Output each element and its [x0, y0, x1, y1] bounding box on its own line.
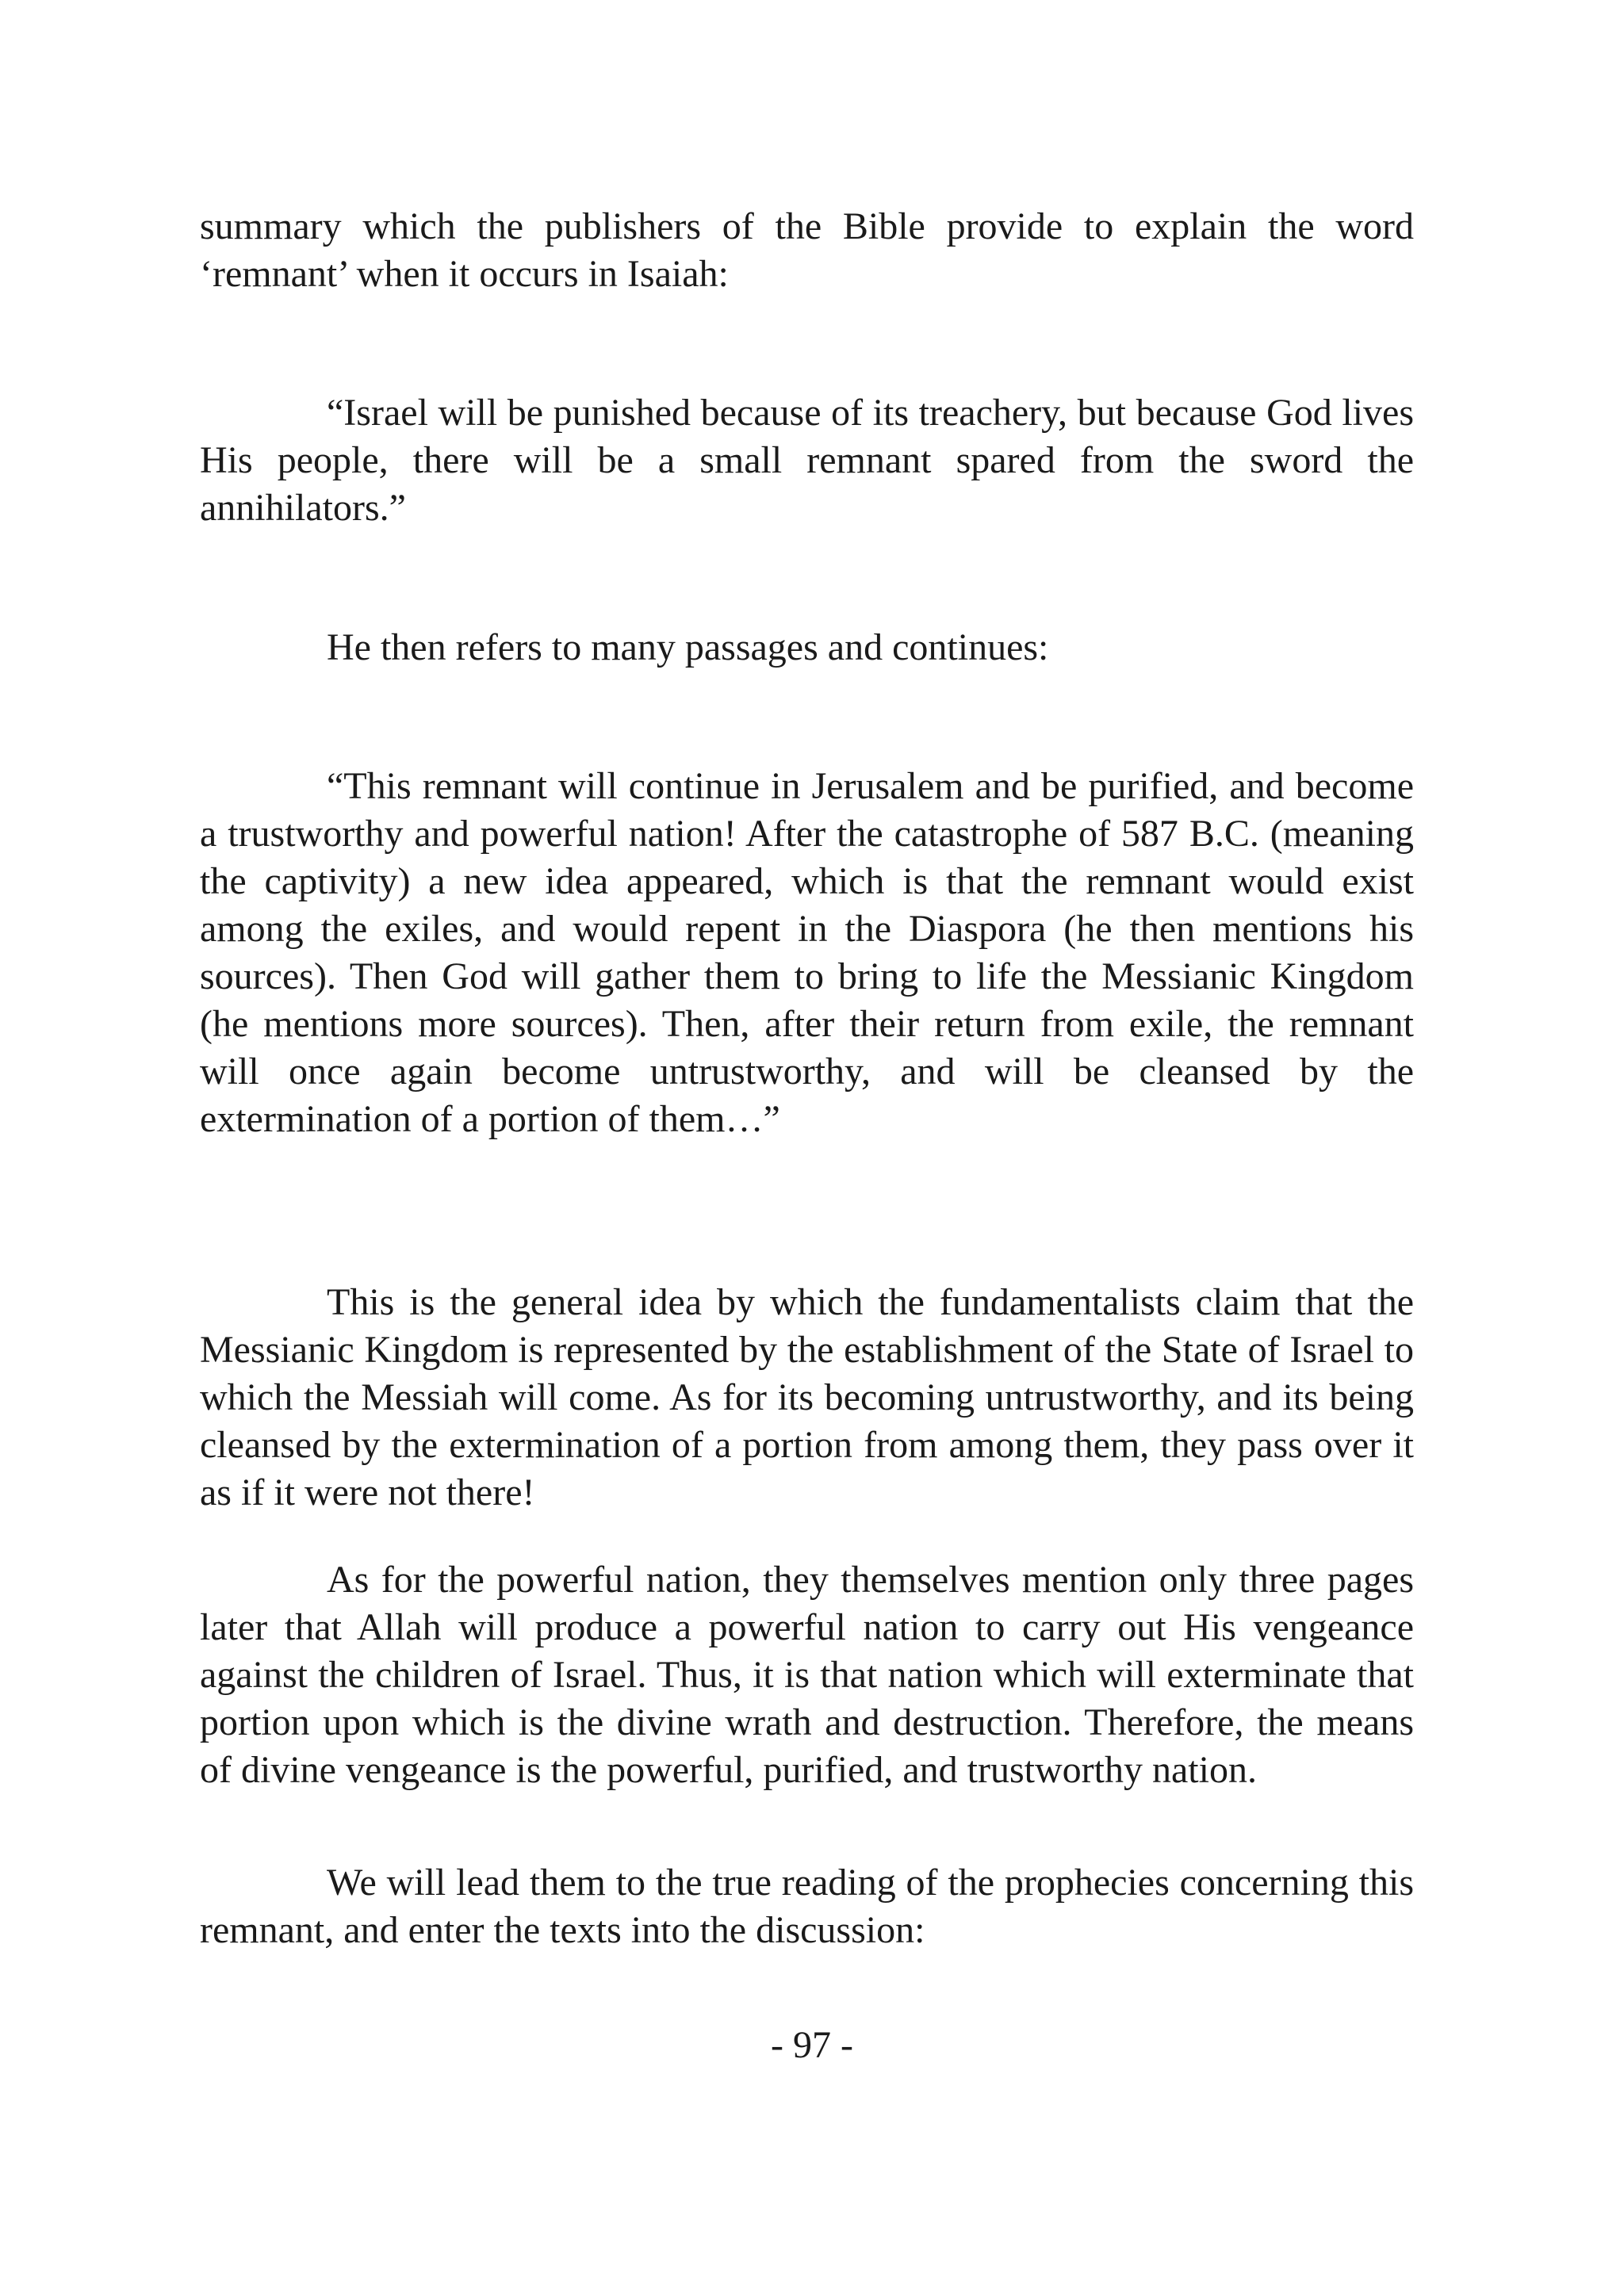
paragraph-text: We will lead them to the true reading of the prophecies concerning this remnant, and enter the texts into the discussion: [200, 1862, 1414, 1951]
quote-remnant [200, 763, 1414, 1143]
paragraph-text: He then refers to many passages and continues: [327, 626, 1049, 668]
paragraph-conclusion [200, 1859, 1414, 1954]
quote-text: “This remnant will continue in Jerusalem and be purified, and become a trustworthy and powerful nation! After the catastrophe of 587 B.C. (meaning the captivity) a new idea appeared, which is that the remnant would exist among the exiles, and would repent in the Diaspora (he then mentions his sources). Then God will gather them to bring to life the Messianic Kingdom (he mentions more sources). Then, after their return from exile, the remnant will once again become untrustworthy, and will be cleansed by the extermination of a portion of them…” [200, 765, 1414, 1140]
quote-isaiah-summary [200, 389, 1414, 532]
quote-text: “Israel will be punished because of its treachery, but because God lives His people, there will be a small remnant spared from the sword the annihilators.” [200, 392, 1414, 529]
page-number: - 97 - [771, 2024, 853, 2066]
paragraph-powerful-nation [200, 1556, 1414, 1794]
paragraph-text: summary which the publishers of the Bible provide to explain the word ‘remnant’ when it occurs in Isaiah: [200, 205, 1414, 295]
paragraph-intro [200, 203, 1414, 298]
paragraph-transition [200, 624, 1414, 672]
paragraph-fundamentalists [200, 1279, 1414, 1517]
paragraph-text: As for the powerful nation, they themselves mention only three pages later that Allah will produce a powerful nation to carry out His vengeance against the children of Israel. Thus, it is that nation which will exterminate that portion upon which is the divine wrath and destruction. Therefore, the means of divine vengeance is the powerful, purified, and trustworthy nation. [200, 1559, 1414, 1791]
paragraph-text: This is the general idea by which the fundamentalists claim that the Messianic Kingdom is represented by the establishment of the State of Israel to which the Messiah will come. As for its becoming untrustworthy, and its being cleansed by the extermination of a portion from among them, they pass over it as if it were not there! [200, 1281, 1414, 1513]
